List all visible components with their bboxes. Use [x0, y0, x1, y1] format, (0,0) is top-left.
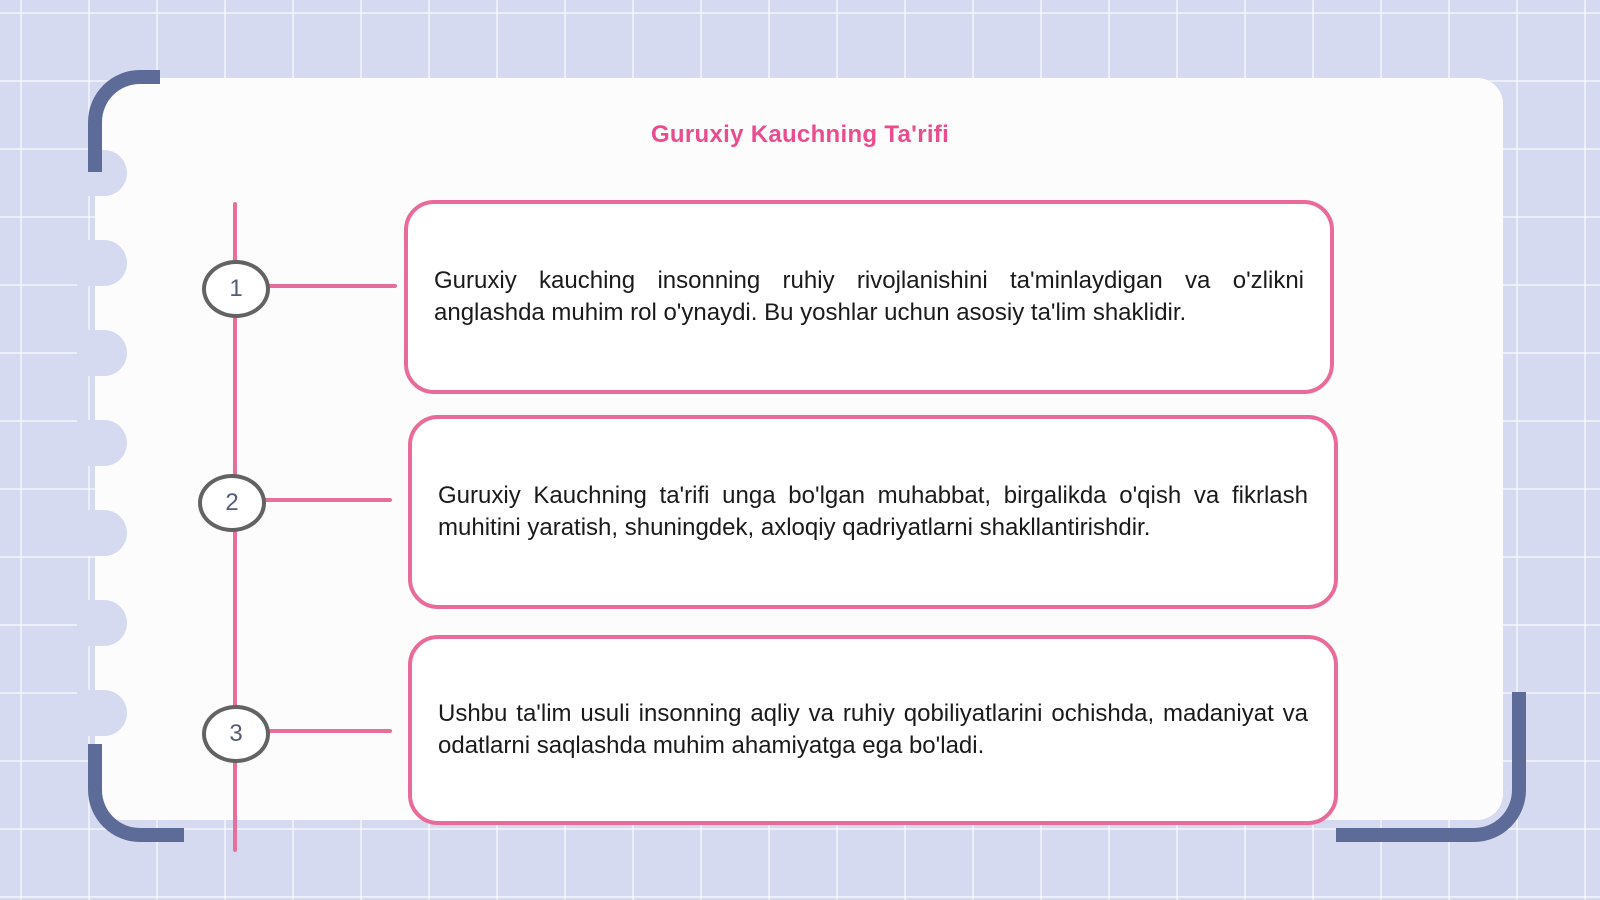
- paper-notch: [77, 600, 127, 646]
- step-text: Ushbu ta'lim usuli insonning aqliy va ruhiy qobiliyatlarini ochishda, madaniyat va odatlarni saqlashda muhim ahamiyatga ega bo'ladi.: [438, 700, 1308, 759]
- frame-corner-bottom-right: [1336, 692, 1526, 842]
- slide-title: Guruxiy Kauchning Ta'rifi: [650, 121, 950, 148]
- step-text: Guruxiy kauching insonning ruhiy rivojlanishini ta'minlaydigan va o'zlikni anglashda muhim rol o'ynaydi. Bu yoshlar uchun asosiy ta'lim shaklidir.: [434, 267, 1304, 326]
- paper-notch: [77, 330, 127, 376]
- step-number-badge: 2: [198, 474, 266, 532]
- timeline-connector: [262, 498, 392, 502]
- paper-notch: [77, 690, 127, 736]
- step-card: [408, 635, 1338, 825]
- step-card: [408, 415, 1338, 609]
- frame-corner-bottom-left: [88, 744, 184, 842]
- frame-corner-top-left: [88, 70, 160, 172]
- paper-notch: [77, 420, 127, 466]
- paper-notch: [77, 510, 127, 556]
- paper-notch: [77, 240, 127, 286]
- timeline-connector: [265, 284, 397, 288]
- step-number-badge: 1: [202, 260, 270, 318]
- step-text: Guruxiy Kauchning ta'rifi unga bo'lgan muhabbat, birgalikda o'qish va fikrlash muhitini yaratish, shuningdek, axloqiy qadriyatlarni shakllantirishdir.: [438, 482, 1308, 541]
- step-card: [404, 200, 1334, 394]
- timeline-connector: [265, 729, 392, 733]
- step-number-badge: 3: [202, 705, 270, 763]
